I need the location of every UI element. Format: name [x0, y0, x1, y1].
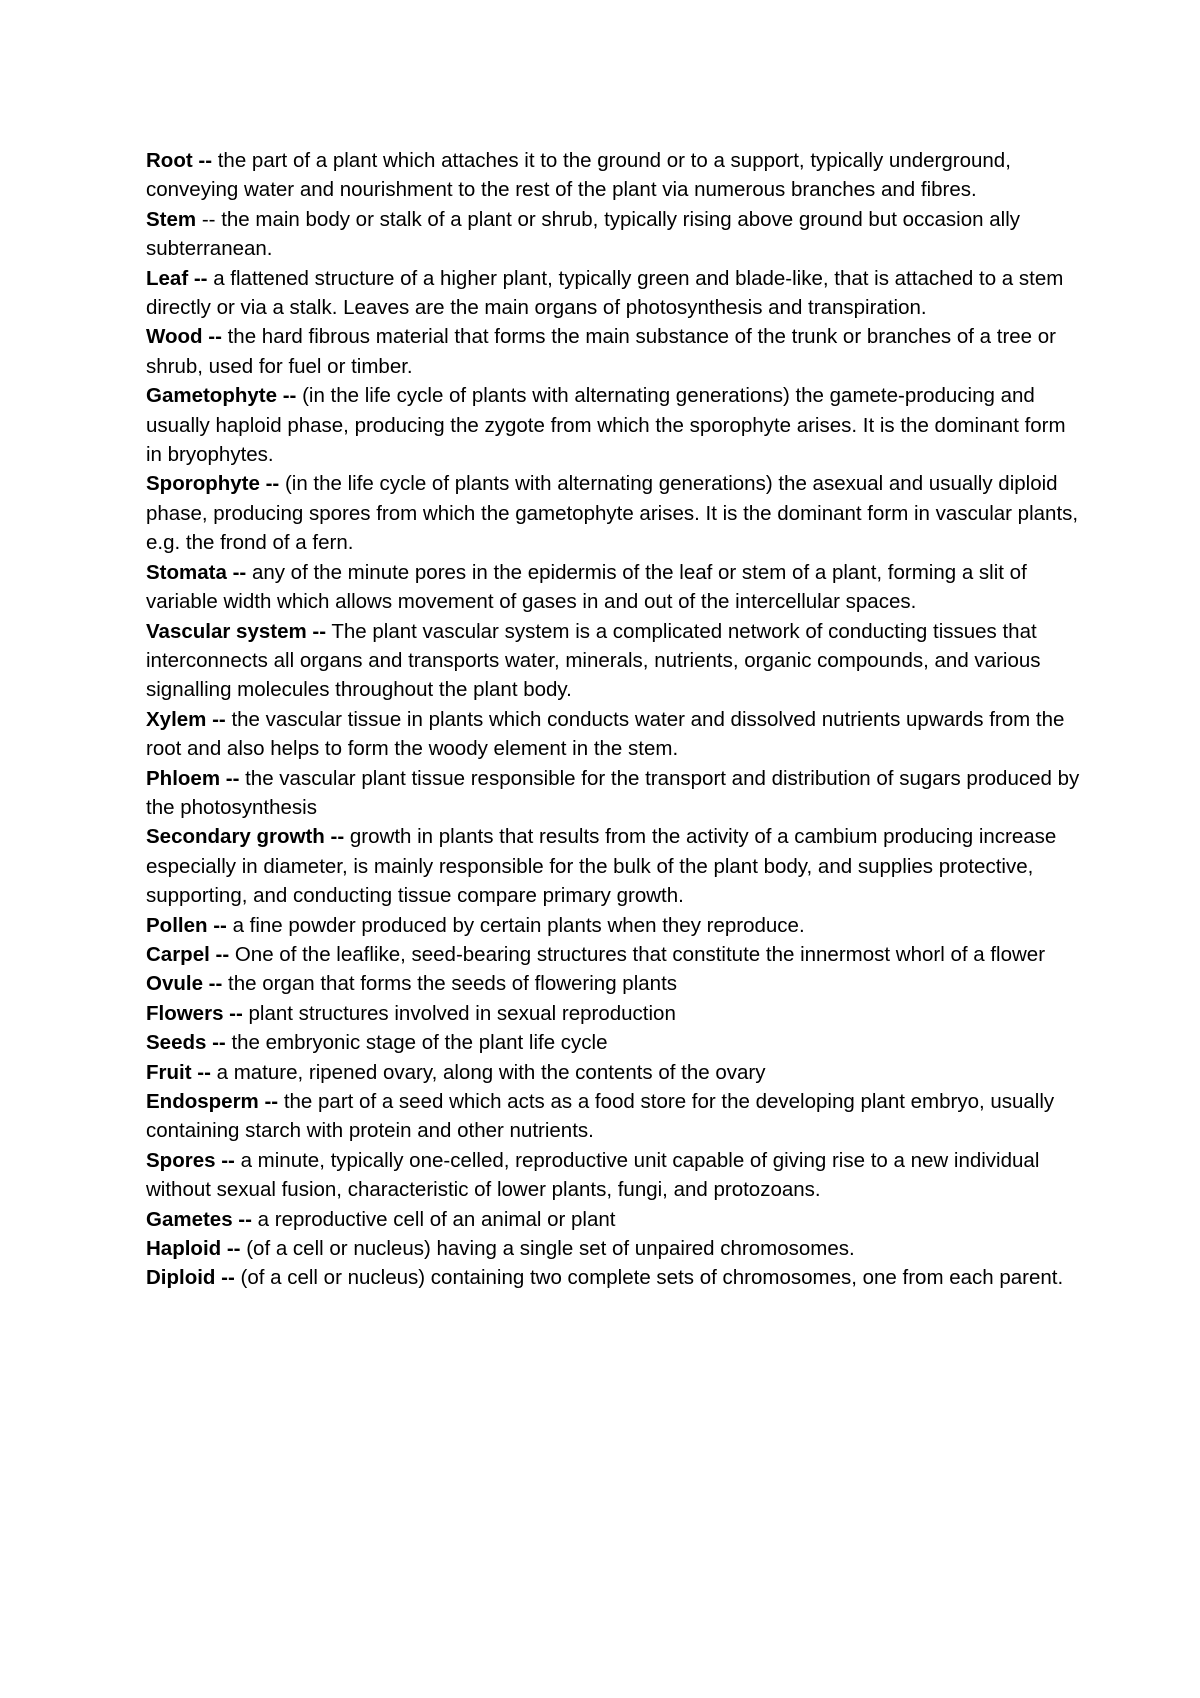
definition: (in the life cycle of plants with alternating generations) the gamete-producing and usually haploid phase, producing the zygote from which the sporophyte arises. It is the dominant form in bryophytes. [146, 384, 1066, 467]
definition: the part of a plant which attaches it to the ground or to a support, typically underground, conveying water and nourishment to the rest of the plant via numerous branches and fibres. [146, 149, 1011, 202]
definition: (of a cell or nucleus) having a single set of unpaired chromosomes. [246, 1237, 855, 1261]
term: Endosperm -- [146, 1090, 279, 1113]
glossary-entry-gametophyte [146, 381, 1086, 469]
term: Diploid -- [146, 1266, 235, 1290]
glossary-entry-haploid [146, 1234, 1086, 1263]
definition: the organ that forms the seeds of flowering plants [228, 972, 678, 996]
definition: the embryonic stage of the plant life cycle [231, 1031, 608, 1055]
glossary-entry-xylem [146, 705, 1086, 764]
glossary-entry-root [146, 146, 1086, 205]
glossary-entry-gametes [146, 1205, 1086, 1234]
term: Fruit -- [146, 1060, 211, 1084]
term: Haploid -- [146, 1237, 241, 1261]
glossary-entry-fruit [146, 1058, 1086, 1087]
definition: the hard fibrous material that forms the main substance of the trunk or branches of a tree or shrub, used for fuel or timber. [146, 325, 1057, 378]
definition: the part of a seed which acts as a food store for the developing plant embryo, usually containing starch with protein and other nutrients. [146, 1090, 1055, 1143]
glossary-entry-endosperm [146, 1087, 1086, 1146]
glossary-entry-spores [146, 1146, 1086, 1205]
glossary-entry-carpel [146, 940, 1086, 969]
definition: (in the life cycle of plants with alternating generations) the asexual and usually diploid phase, producing spores from which the gametophyte arises. It is the dominant form in vascular plants, e.g. the frond of a fern. [146, 472, 1079, 555]
definition: The plant vascular system is a complicated network of conducting tissues that interconnects all organs and transports water, minerals, nutrients, organic compounds, and various signalling molecules throughout the plant body. [146, 619, 1041, 702]
term: Vascular system -- [146, 619, 327, 643]
glossary-entry-stem [146, 205, 1086, 264]
term: Seeds -- [146, 1031, 226, 1055]
glossary-entry-ovule [146, 969, 1086, 998]
term: Sporophyte -- [146, 472, 280, 496]
term: Stem [146, 207, 197, 231]
definition: One of the leaflike, seed-bearing structures that constitute the innermost whorl of a flower [234, 942, 1046, 966]
term: Pollen -- [146, 913, 227, 937]
definition: a mature, ripened ovary, along with the contents of the ovary [216, 1060, 766, 1084]
term: Xylem -- [146, 707, 226, 731]
term: Flowers -- [146, 1001, 243, 1025]
definition: a reproductive cell of an animal or plant [257, 1207, 616, 1231]
definition: a flattened structure of a higher plant, typically green and blade-like, that is attached to a stem directly or via a stalk. Leaves are the main organs of photosynthesis and transpiration. [146, 266, 1064, 320]
term: Secondary growth -- [146, 825, 345, 849]
term: Ovule -- [146, 972, 223, 996]
definition: (of a cell or nucleus) containing two complete sets of chromosomes, one from each parent. [240, 1266, 1064, 1290]
term: Spores -- [146, 1148, 235, 1172]
definition: a minute, typically one-celled, reproductive unit capable of giving rise to a new individual without sexual fusion, characteristic of lower plants, fungi, and protozoans. [146, 1148, 1040, 1202]
glossary-entry-leaf [146, 264, 1086, 323]
term: Stomata -- [146, 560, 247, 584]
term: Gametophyte -- [146, 384, 297, 408]
glossary-entry-pollen [146, 911, 1086, 940]
definition: plant structures involved in sexual reproduction [248, 1001, 676, 1025]
glossary-entry-phloem [146, 764, 1086, 823]
term: Carpel -- [146, 942, 230, 966]
definition: the vascular tissue in plants which conducts water and dissolved nutrients upwards from the root and also helps to form the woody element in the stem. [146, 707, 1065, 761]
glossary-entry-sporophyte [146, 469, 1086, 557]
glossary-entry-secondary-growth [146, 822, 1086, 910]
glossary-entry-stomata [146, 558, 1086, 617]
definition: the vascular plant tissue responsible for the transport and distribution of sugars produced by the photosynthesis [146, 766, 1080, 819]
glossary-entry-vascular-system [146, 617, 1086, 705]
glossary-entry-flowers [146, 999, 1086, 1028]
term: Gametes -- [146, 1207, 252, 1231]
glossary-page [146, 146, 1086, 1293]
glossary-entry-seeds [146, 1028, 1086, 1057]
term: Phloem -- [146, 766, 240, 790]
glossary-entry-diploid [146, 1263, 1086, 1292]
term: Leaf -- [146, 266, 208, 290]
definition: any of the minute pores in the epidermis of the leaf or stem of a plant, forming a slit of variable width which allows movement of gases in and out of the intercellular spaces. [146, 560, 1027, 614]
term: Wood -- [146, 325, 222, 349]
definition: growth in plants that results from the activity of a cambium producing increase especially in diameter, is mainly responsible for the bulk of the plant body, and supplies protective, supporting, and conducting tissue compare primary growth. [146, 825, 1057, 908]
definition: a fine powder produced by certain plants when they reproduce. [232, 913, 805, 937]
glossary-entry-wood [146, 322, 1086, 381]
term: Root -- [146, 149, 213, 172]
definition: -- the main body or stalk of a plant or shrub, typically rising above ground but occasion ally subterranean. [146, 207, 1020, 261]
